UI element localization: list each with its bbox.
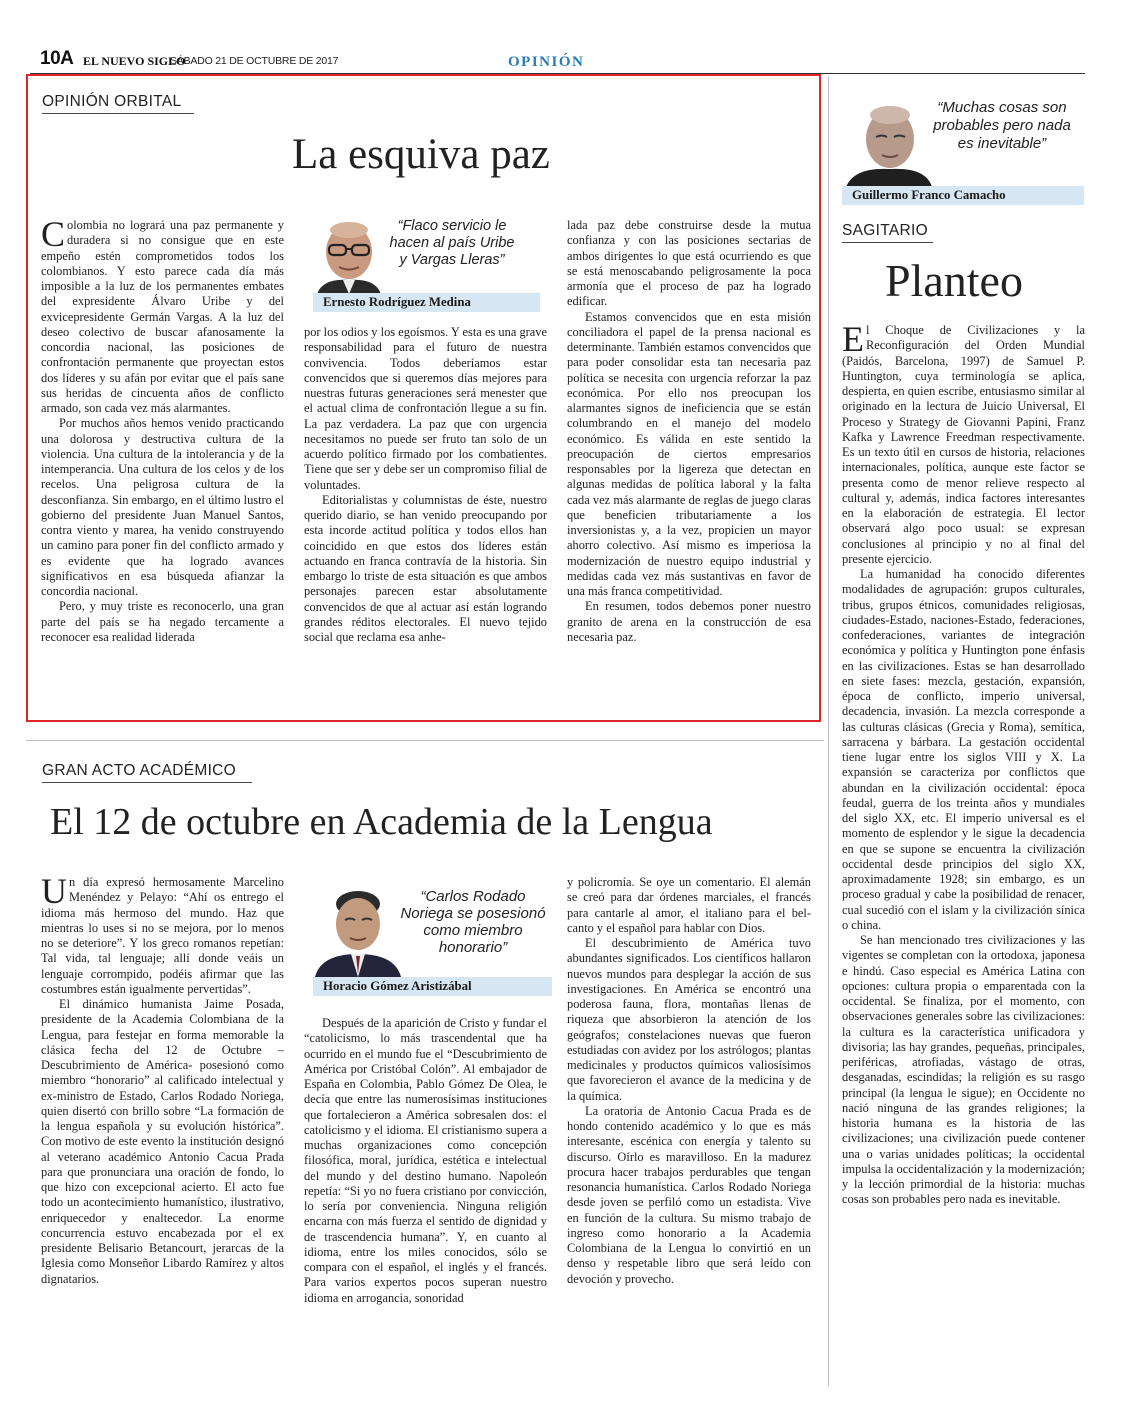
article3-dropcap: U: [41, 871, 67, 911]
article3-column-2: [304, 1016, 547, 1306]
article2-author-name: Guillermo Franco Camacho: [842, 186, 1084, 205]
article1-author-name: Ernesto Rodríguez Medina: [313, 293, 540, 312]
article1-paragraph: Estamos convencidos que en esta misión conciliadora el papel de la prensa nacional es determinante. También estamos convencidos que para poder consolidar esta tan necesaria paz política se necesita con urgencia reforzar la paz económica. Por ello nos preocupan los alarmantes signos de ineficiencia que se están columbrando en el manejo del modelo económico. Es válida en este sentido la preocupación de ciertos empresarios responsables por la ligereza que detectan en algunas medidas de política laboral y la falta cada vez más alarmante de reglas de juego claras que beneficien tributariamente a los inversionistas y, a la vez, propicien un mayor ahorro colectivo. Así mismo es imperiosa la modernización de nuestro equipo industrial y medidas cada vez más sustantivas en favor de una más franca competitividad.: [567, 309, 811, 598]
article3-paragraph: El dinámico humanista Jaime Posada, presidente de la Academia Colombiana de la Lengua, para festejar en forma memorable la clásica fecha del 12 de Octubre –Descubrimiento de América- posesionó como miembro “honorario” al calificado intelectual y ex-ministro de Estado, Carlos Rodado Noriega, quien disertó con brillo sobre “La formación de la lengua española y su evolución histórica”. Con motivo de este evento la institución designó al veterano académico Antonio Cacua Prada para que pronunciara una oración de fondo, lo que hizo con excepcional acierto. El acto fue todo un acontecimiento humanístico, ilustrativo, enriquecedor y enaltecedor. La enorme concurrencia estuvo encabezada por el ex presidente Belisario Betancourt, jerarcas de la Iglesia como Monseñor Libardo Ramírez y altos dignatarios.: [41, 997, 284, 1286]
column-separator: [828, 76, 829, 1386]
article3-pull-quote: “Carlos Rodado Noriega se posesionó como miembro honorario”: [400, 888, 546, 956]
article1-column-1: [41, 214, 284, 645]
section-name: OPINIÓN: [508, 54, 585, 70]
article3-author-name: Horacio Gómez Aristizábal: [313, 977, 552, 996]
article3-paragraph: y policromía. Se oye un comentario. El alemán se creó para dar órdenes marciales, el francés para cantarle al amor, el italiano para el bel-canto y el español para hablar con Dios.: [567, 875, 811, 935]
article3-author-photo: [313, 882, 403, 977]
article3-paragraph: n día expresó hermosamente Marcelino Menéndez y Pelayo: “Ahí os entrego el idioma más hermoso del mundo. Haz que mientras lo uses si no se mejora, por lo menos no se deteriore”. Y los greco romanos repetían: Tal vida, tal lenguaje; allí donde veáis un lenguaje corrompido, podéis afirmar que las costumbres están igualmente pervertidas”.: [41, 875, 284, 996]
article1-paragraph: Por muchos años hemos venido practicando una dolorosa y destructiva cultura de la violencia. Una cultura de la intolerancia y de la intemperancia. Una cultura de los celos y de los recelos. Una peligrosa cultura de la desconfianza. Sin embargo, en el último lustro el gobierno del presidente Juan Manuel Santos, contra viento y marea, ha venido construyendo un camino para poner fin del conflicto armado y es evidente que ha logrado avances significativos en esa búsqueda afianzar la concordia nacional.: [41, 416, 284, 598]
article1-dropcap: C: [41, 214, 66, 254]
article1-paragraph: Pero, y muy triste es reconocerlo, una gran parte del país se ha negado tercamente a reconocer esa realidad liderada: [41, 599, 284, 644]
page-number: 10A: [40, 48, 74, 69]
article2-kicker: SAGITARIO: [842, 222, 928, 239]
article1-column-3: [567, 218, 811, 645]
portrait-guillermo: [842, 97, 934, 187]
article2-pull-quote: “Muchas cosas son probables pero nada es inevitable”: [933, 99, 1071, 152]
article1-paragraph: Editorialistas y columnistas de éste, nuestro querido diario, se han venido preocupando por esta incorde actitud política y todos ellos han coincidido en que estos dos líderes están actuando en franca contravía de la historia. Sin embargo lo triste de esta situación es que ambos personajes parecen estar absolutamente convencidos de que al actuar así están logrando grandes réditos electorales. El nuevo tejido social que reclama esa anhe-: [304, 492, 547, 644]
article1-paragraph: por los odios y los egoísmos. Y esta es una grave responsabilidad para el futuro de nuestra convivencia. Todos deberíamos estar convencidos que si queremos días mejores para nuestras futuras generaciones será menester que el actual clima de confrontación llegue a su fin. La paz verdadera. La paz que con urgencia necesitamos no puede ser fruto tan solo de un acuerdo político firmado por los combatientes. Tiene que ser y debe ser un compromiso filial de voluntades.: [304, 325, 547, 492]
article2-paragraph: La humanidad ha conocido diferentes modalidades de agrupación: grupos culturales, tribus, grupos étnicos, comunidades religiosas, ciudades-Estado, naciones-Estado, federaciones, confederaciones, variantes de integración económica y política y Huntington pone énfasis en las civilizaciones. Estas se han desarrollado en siete fases: mezcla, gestación, expansión, época de conflicto, imperio universal, decadencia, invasión. La mezcla corresponde a las culturas clásicas (Grecia y Roma), semítica, sarracena y bárbara. La gestación occidental tiene lugar entre los siglos VIII y X. La expansión se caracteriza por conflictos que abundan en la civilización occidental: época feudal, guerra de los treinta años y mundiales del siglo XX, etc. El imperio universal es el momento de esplendor y le sigue la decadencia en que se supone se encuentra la civilización occidental desde principios del siglo XX, aproximadamente 1928; sin embargo, es un proceso gradual y cabe la posibilidad de renacer, cual sucedió con el islam y la civilización sínica o china.: [842, 567, 1085, 932]
article1-author-photo: [313, 212, 385, 294]
newspaper-name: EL NUEVO SIGLO: [83, 54, 186, 68]
article1-kicker-rule: [42, 113, 194, 114]
article3-kicker: GRAN ACTO ACADÉMICO: [42, 762, 237, 779]
article1-kicker: OPINIÓN ORBITAL: [42, 93, 182, 110]
article1-paragraph: lada paz debe construirse desde la mutua confianza y con las posiciones sectarias de ambos dirigentes lo que está ocurriendo es que se está menoscabando peligrosamente la poca armonía que el proceso de paz ha logrado edificar.: [567, 218, 811, 309]
article3-paragraph: Después de la aparición de Cristo y fundar el “catolicismo, lo más trascendental que ha ocurrido en el mundo fue el “Descubrimiento de América por Cristóbal Colón”. Al embajador de España en Colombia, Pablo Gómez De Olea, le decía que entre las numerosísimas instituciones que fortalecieron a América sobresalen dos: el catolicismo y el idioma. El cristianismo supera a muchas organizaciones como concepción filosófica, moral, jurídica, estética e intelectual del mundo y del destino humano. Napoleón repetía: “Si yo no fuera cristiano por convicción, lo sería por conveniencia. Ninguna religión encarna con más fuerza el sentido de dignidad y de trascendencia humana”. Y, en cuanto al idioma, entre los miles conocidos, sólo se compara con el español, el inglés y el francés. Para varios expertos pocos superan nuestro idioma en arrogancia, sonoridad: [304, 1016, 547, 1305]
article1-paragraph: olombia no logrará una paz permanente y duradera si no consigue que en este empeño estén comprometidos todos los colombianos. Y esto parece cada día más imposible a la luz de los permanentes embates del expresidente Álvaro Uribe y del exvicepresidente Germán Vargas. A la luz del deseo colectivo de buscar afanosamente la concordia nacional, las posiciones de confrontación permanente que proyectan estos dos líderes y su afán por evitar que el país sane sus heridas de cincuenta años de conflicto armado, son cada vez más alarmantes.: [41, 218, 284, 415]
article1-title: La esquiva paz: [292, 131, 550, 178]
article3-paragraph: La oratoria de Antonio Cacua Prada es de hondo contenido académico y lo que es más interesante, escénica con energía y talento su discurso. Oírlo es maravilloso. En la madurez procura hacer trabajos perdurables que tengan resonancia humanística. Carlos Rodado Noriega desde joven se perfiló como un estadista. Vive en función de la cultura. Su mismo trabajo de ingreso como honorario a la Academia Colombiana de la Lengua lo convirtió en un denso y respetable libro que será leído con devoción y provecho.: [567, 1103, 811, 1286]
article3-column-1: [41, 871, 284, 1287]
article2-paragraph: Se han mencionado tres civilizaciones y las vigentes se completan con la ortodoxa, japonesa e hindú. Caso especial es América Latina con opciones: cultura propia o emparentada con la occidental. Se finaliza, por el momento, con observaciones generales sobre las civilizaciones: la cultura es la característica unificadora y divisoria; las hay grandes, pequeñas, principales, periféricas, atrofiadas, vástago de otras, desganadas, escindidas; la religión es su rasgo principal (la lengua le sigue); en Occidente no nació ninguna de las grandes religiones; la historia humana es la historia de las civilizaciones; una civilización puede contener una o varias unidades políticas; la occidental impulsa la occidentalización y la modernización; y la lección primordial de la historia: muchas cosas son probables pero nada es inevitable.: [842, 933, 1085, 1207]
article2-body: [842, 319, 1085, 1208]
article3-column-3: [567, 875, 811, 1287]
portrait-horacio: [313, 882, 403, 977]
article1-pull-quote: “Flaco servicio le hacen al país Uribe y Vargas Lleras”: [389, 218, 515, 268]
article2-paragraph: l Choque de Civilizaciones y la Reconfiguración del Orden Mundial (Paidós, Barcelona, 1997) de Samuel P. Huntington, cuya terminología se aplica, despierta, en quien escribe, entusiasmo similar al originado en la lectura de Juicio Universal, El Proceso y Strategy de Giovanni Papini, Franz Kafka y Lawrence Freedman respectivamente. Es un texto útil en cursos de historia, relaciones internacionales, política, aunque este factor se presenta como de menor relieve respecto al cultural y, además, indica factores interesantes en la elaboración de estrategia. El lector observará algo poco usual: se expresan conclusiones al principio y no al final del presente ejercicio.: [842, 323, 1085, 566]
article1-column-2: [304, 325, 547, 645]
issue-date: SÁBADO 21 DE OCTUBRE DE 2017: [170, 55, 339, 67]
article2-title: Planteo: [885, 255, 1023, 306]
article-separator: [26, 740, 824, 741]
article1-paragraph: En resumen, todos debemos poner nuestro granito de arena en la construcción de esa necesaria paz.: [567, 599, 811, 644]
article3-title: El 12 de octubre en Academia de la Lengua: [50, 801, 713, 843]
article3-paragraph: El descubrimiento de América tuvo abundantes significados. Los científicos hallaron nuevos mundos para desplegar la acción de sus investigaciones. En América se encontró una poderosa fauna, flora, montañas llenas de riqueza que absorbieron la atención de los geógrafos; constelaciones nuevas que fueron estudiadas con avidez por los astrólogos; plantas medicinales y productos químicos valiosísimos que favorecieron el avance de la medicina y de la química.: [567, 936, 811, 1103]
article3-kicker-rule: [42, 782, 252, 783]
article2-author-photo: [842, 97, 934, 187]
portrait-ernesto: [313, 212, 385, 294]
article2-dropcap: E: [842, 319, 864, 359]
article2-kicker-rule: [842, 242, 933, 243]
